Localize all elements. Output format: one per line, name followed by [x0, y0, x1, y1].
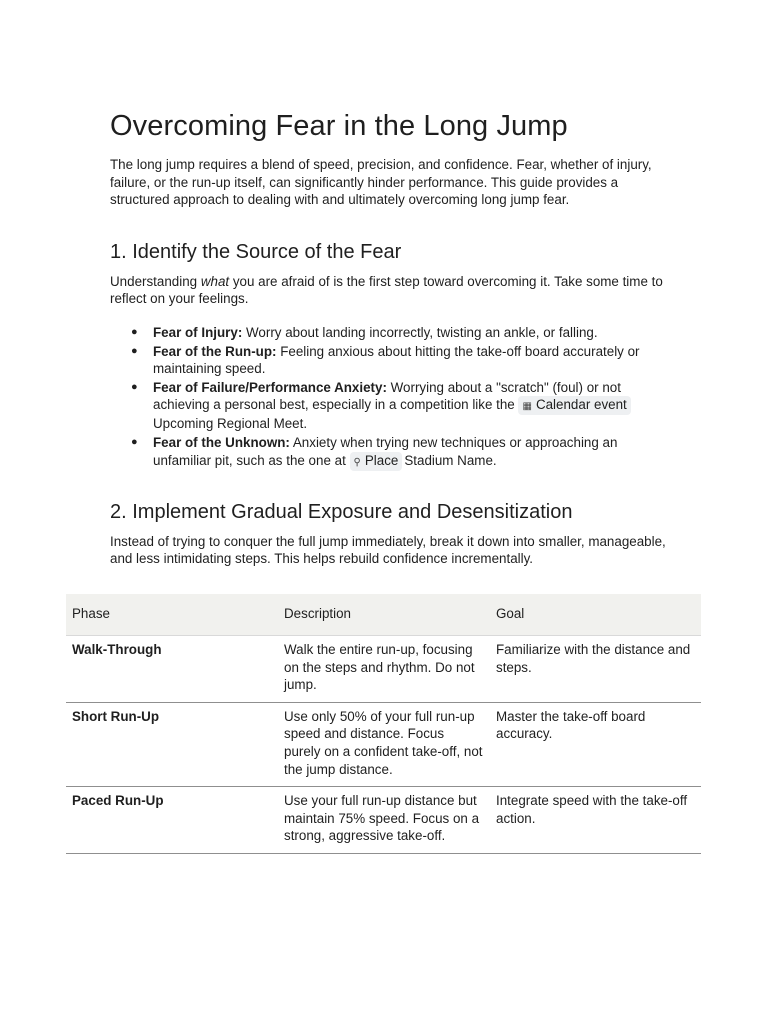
table-row	[66, 787, 701, 854]
emphasis-what: what	[200, 273, 230, 289]
bullet-icon: ●	[131, 380, 138, 393]
description-cell: Use only 50% of your full run-up speed and distance. Focus purely on a confident take-off, not the jump distance.	[278, 702, 490, 786]
table-row	[66, 702, 701, 786]
phase-cell: Short Run-Up	[66, 702, 278, 786]
goal-cell: Familiarize with the distance and steps.	[490, 636, 701, 703]
intro-paragraph: The long jump requires a blend of speed, precision, and confidence. Fear, whether of injury, failure, or the run-up itself, can significantly hinder performance. This guide provides a structured approach to dealing with and ultimately overcoming long jump fear.	[110, 157, 652, 208]
list-item: ● Fear of the Run-up: Feeling anxious about hitting the take-off board accurately or maintaining speed.	[131, 343, 640, 377]
list-item: ● Fear of Injury: Worry about landing incorrectly, twisting an ankle, or falling.	[131, 324, 598, 340]
place-pin-icon: ⚲	[353, 456, 361, 468]
list-item: ● Fear of Failure/Performance Anxiety: Worrying about a "scratch" (foul) or not achieving a personal best, especially in a competition like the ▦ Calendar eventUpcoming Regional Meet.	[110, 379, 670, 433]
phase-cell: Paced Run-Up	[66, 787, 278, 854]
section-2-paragraph: Instead of trying to conquer the full jump immediately, break it down into smaller, manageable, and less intimidating steps. This helps rebuild confidence incrementally.	[110, 533, 666, 567]
section-1-paragraph: Understanding what you are afraid of is the first step toward overcoming it. Take some time to reflect on your feelings.	[110, 273, 663, 307]
description-cell: Walk the entire run-up, focusing on the steps and rhythm. Do not jump.	[278, 636, 490, 703]
goal-cell: Master the take-off board accuracy.	[490, 702, 701, 786]
document-body	[110, 108, 670, 568]
bullet-icon: ●	[131, 325, 138, 338]
column-header-phase: Phase	[66, 594, 278, 636]
list-item: ● Fear of the Unknown: Anxiety when trying new techniques or approaching an unfamiliar pit, such as the one at ⚲ Place Stadium Name.	[110, 434, 670, 471]
column-header-description: Description	[278, 594, 490, 636]
goal-cell: Integrate speed with the take-off action.	[490, 787, 701, 854]
phase-cell: Walk-Through	[66, 636, 278, 703]
fear-list	[110, 324, 670, 471]
bullet-icon: ●	[131, 344, 138, 357]
section-2-heading: 2. Implement Gradual Exposure and Desensitization	[110, 500, 573, 523]
bullet-icon: ●	[131, 435, 138, 448]
table-header-row	[66, 594, 701, 636]
description-cell: Use your full run-up distance but maintain 75% speed. Focus on a strong, aggressive take-off.	[278, 787, 490, 854]
calendar-event-chip[interactable]: ▦ Calendar event	[518, 396, 630, 415]
column-header-goal: Goal	[490, 594, 701, 636]
phases-table	[66, 594, 701, 854]
calendar-icon: ▦	[522, 401, 532, 413]
table-row	[66, 636, 701, 703]
place-chip[interactable]: ⚲ Place	[350, 452, 403, 471]
section-1-heading: 1. Identify the Source of the Fear	[110, 240, 402, 263]
document-title: Overcoming Fear in the Long Jump	[110, 110, 568, 142]
